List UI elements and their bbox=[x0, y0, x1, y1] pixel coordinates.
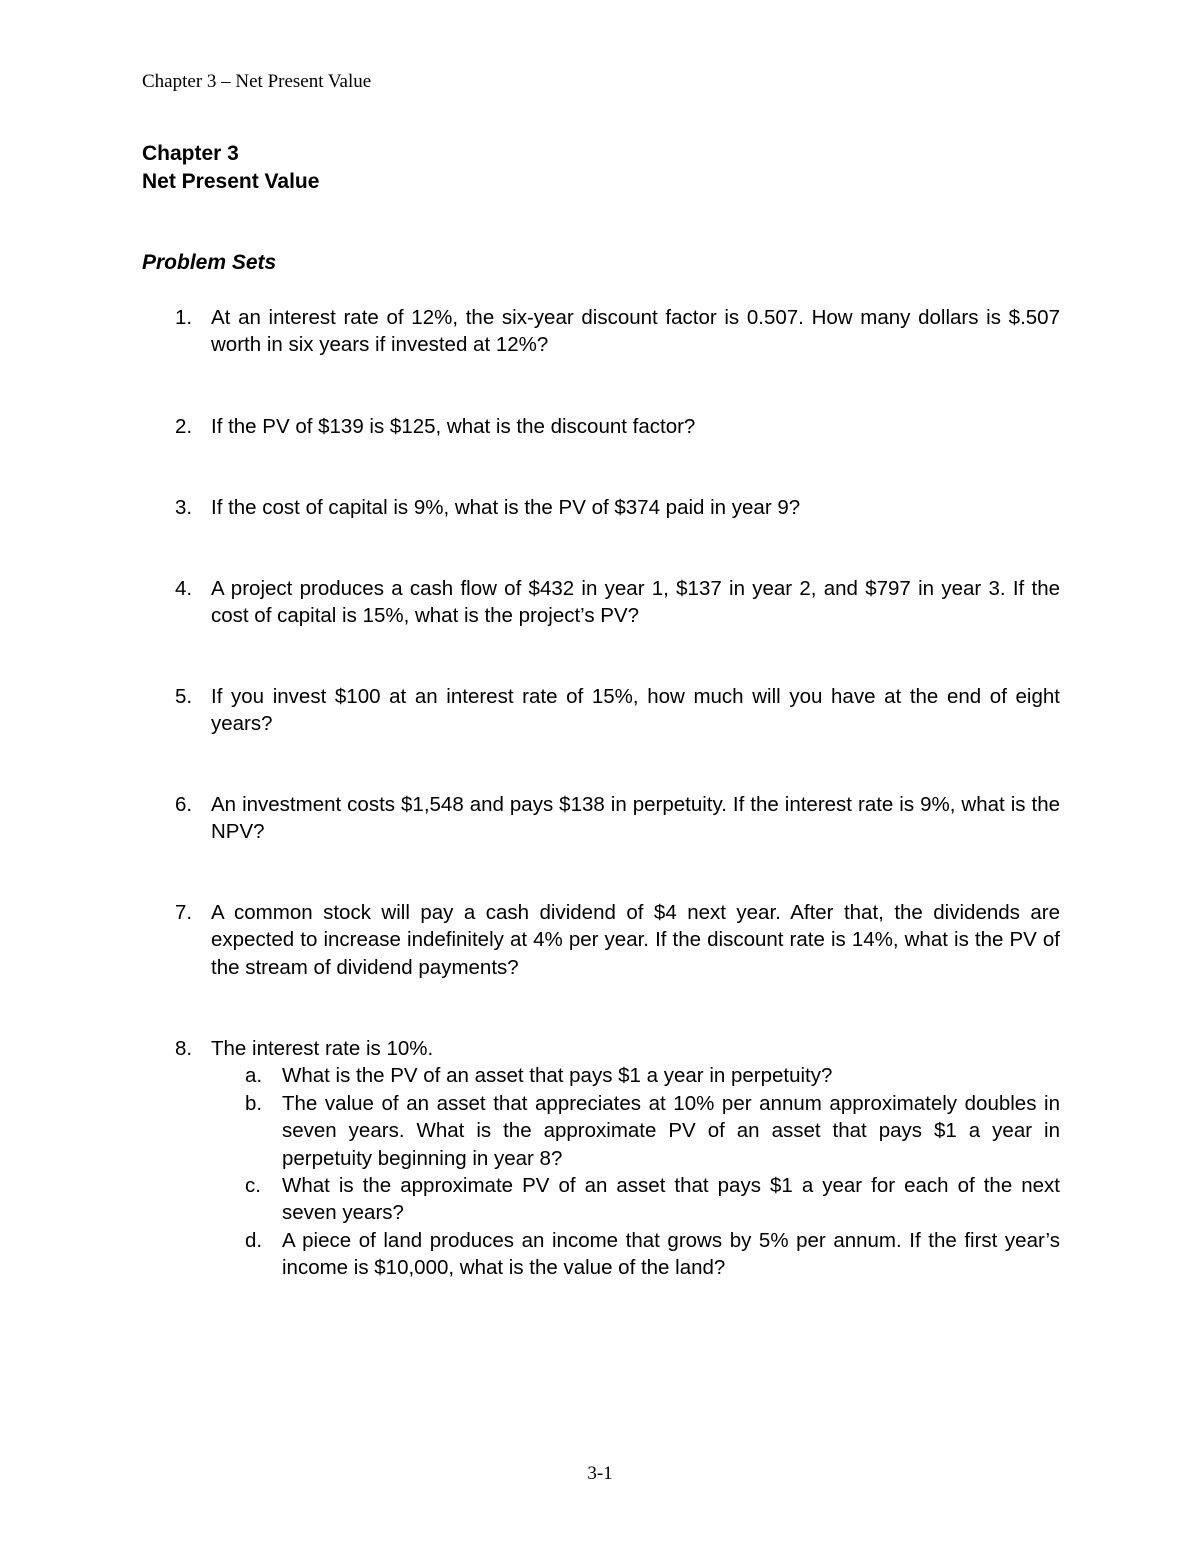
problem-1 bbox=[142, 304, 1060, 359]
problem-number: 4. bbox=[175, 577, 193, 600]
subitem-c bbox=[211, 1172, 1060, 1227]
problem-number: 5. bbox=[175, 685, 193, 708]
problem-text: If the PV of $139 is $125, what is the discount factor? bbox=[211, 415, 696, 438]
problem-2 bbox=[142, 413, 1060, 440]
subitem-b bbox=[211, 1090, 1060, 1172]
problem-number: 3. bbox=[175, 496, 193, 519]
problem-text: The interest rate is 10%. bbox=[211, 1037, 434, 1060]
problem-3 bbox=[142, 494, 1060, 521]
page-number: 3-1 bbox=[587, 1463, 613, 1484]
chapter-title: Net Present Value bbox=[142, 170, 320, 193]
problem-number: 1. bbox=[175, 306, 193, 329]
subitem-d bbox=[211, 1227, 1060, 1282]
problem-text: If you invest $100 at an interest rate of 15%, how much will you have at the end of eight years? bbox=[211, 685, 1060, 736]
problem-number: 6. bbox=[175, 793, 193, 816]
subitem-text: The value of an asset that appreciates at 10% per annum approximately doubles in seven years. What is the approximate PV of an asset that pays $1 a year in perpetuity beginning in year 8? bbox=[282, 1091, 1060, 1170]
problem-number: 8. bbox=[175, 1037, 193, 1060]
section-title: Problem Sets bbox=[142, 251, 277, 274]
problem-7 bbox=[142, 899, 1060, 981]
chapter-number: Chapter 3 bbox=[142, 142, 239, 165]
subitem-text: What is the PV of an asset that pays $1 a year in perpetuity? bbox=[282, 1064, 833, 1088]
running-header: Chapter 3 – Net Present Value bbox=[142, 71, 372, 92]
chapter-heading bbox=[142, 140, 319, 196]
subitem-text: What is the approximate PV of an asset that pays $1 a year for each of the next seven years? bbox=[282, 1174, 1060, 1225]
subitem-letter: d. bbox=[245, 1228, 263, 1252]
subitem-list bbox=[211, 1062, 1060, 1281]
subitem-letter: a. bbox=[245, 1064, 263, 1088]
problem-text: If the cost of capital is 9%, what is the PV of $374 paid in year 9? bbox=[211, 496, 801, 519]
subitem-letter: b. bbox=[245, 1091, 263, 1115]
problem-5 bbox=[142, 683, 1060, 738]
problem-text: A project produces a cash flow of $432 in year 1, $137 in year 2, and $797 in year 3. If the cost of capital is 15%, what is the project’s PV? bbox=[211, 577, 1060, 628]
problem-text: An investment costs $1,548 and pays $138 in perpetuity. If the interest rate is 9%, what is the NPV? bbox=[211, 793, 1060, 844]
subitem-letter: c. bbox=[245, 1174, 261, 1198]
problem-6 bbox=[142, 791, 1060, 846]
subitem-a bbox=[211, 1062, 1060, 1089]
problem-8 bbox=[142, 1035, 1060, 1282]
problem-number: 2. bbox=[175, 415, 193, 438]
problem-4 bbox=[142, 575, 1060, 630]
problem-text: A common stock will pay a cash dividend of $4 next year. After that, the dividends are expected to increase indefinitely at 4% per year. If the discount rate is 14%, what is the PV of the stream of dividend payments? bbox=[211, 901, 1060, 979]
problem-text: At an interest rate of 12%, the six-year discount factor is 0.507. How many dollars is $.507 worth in six years if invested at 12%? bbox=[211, 306, 1060, 357]
problem-number: 7. bbox=[175, 901, 193, 924]
subitem-text: A piece of land produces an income that grows by 5% per annum. If the first year’s income is $10,000, what is the value of the land? bbox=[282, 1228, 1060, 1280]
